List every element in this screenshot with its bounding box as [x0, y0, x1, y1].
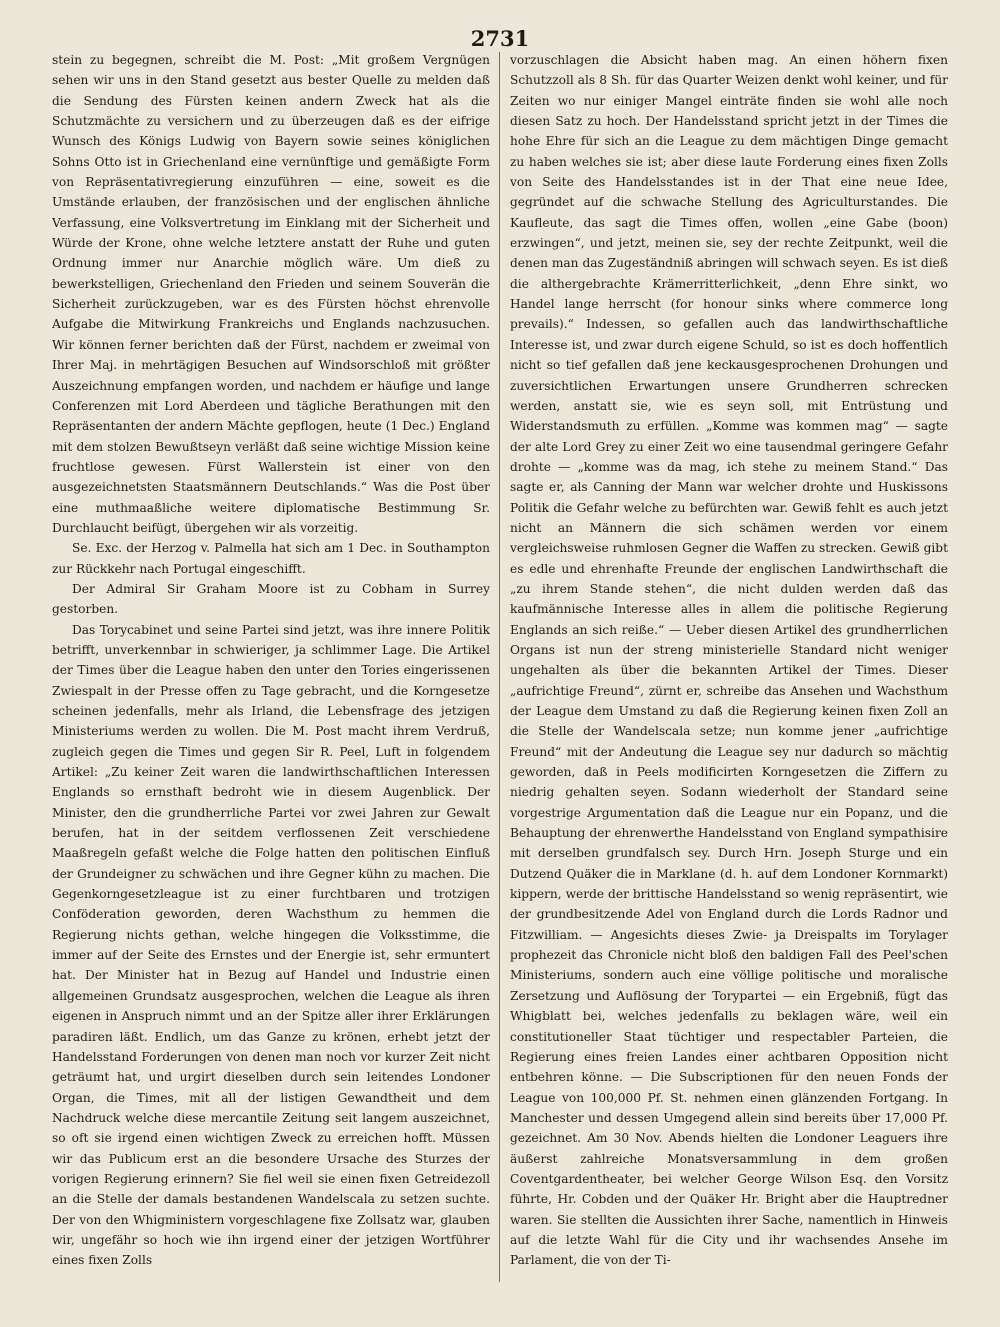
right-paragraph-1: vorzuschlagen die Absicht haben mag. An einen höhern fixen Schutzzoll als 8 Sh. für das Quarter Weizen denkt wohl keiner, und für Zeiten wo nur einiger Mangel einträte finden sie wohl alle noch diesen Satz zu hoch. Der Handelsstand spricht jetzt in der Times die hohe Ehre für sich an die League zu dem mächtigen Dinge gemacht zu haben welches sie ist; aber diese laute Forderung eines fixen Zolls von Seite des Handelsstandes ist in der That eine neue Idee, gegründet auf die schwache Stellung des Agriculturstandes. Die Kaufleute, das sagt die Times offen, wollen „eine Gabe (boon) erzwingen“, und jetzt, meinen sie, sey der rechte Zeitpunkt, weil die denen man das Zugeständniß abringen will schwach seyen. Es ist dieß die althergebrachte Krämerritterlichkeit, „denn Ehre sinkt, wo Handel lange herrscht (for honour sinks where commerce long prevails).“ Indessen, so gefallen auch das landwirthschaftliche Interesse ist, und zwar durch eigene Schuld, so ist es doch hoffentlich nicht so tief gefallen daß jene keckausgesprochenen Drohungen und zuversichtlichen Erwartungen unsere Grundherren schrecken werden, anstatt sie, wie es seyn soll, mit Entrüstung und Widerstandsmuth zu erfüllen. „Komme was kommen mag“ — sagte der alte Lord Grey zu einer Zeit wo eine tausendmal geringere Gefahr drohte — „komme was da mag, ich stehe zu meinem Stand.“ Das sagte er, als Canning der Mann war welcher drohte und Huskissons Politik die Gefahr welche zu befürchten war. Gewiß fehlt es auch jetzt nicht an Männern die sich schämen werden vor einem vergleichsweise ruhmlosen Gegner die Waffen zu strecken. Gewiß gibt es edle und ehrenhafte Freunde der englischen Landwirthschaft die „zu ihrem Stande stehen“, die nicht dulden werden daß das kaufmännische Interesse alles in allem die politische Regierung Englands an sich reiße.“ — Ueber diesen Artikel des grundherrlichen Organs ist nun der streng ministerielle Standard nicht weniger ungehalten als über die bekannten Artikel der Times. Dieser „aufrichtige Freund“, zürnt er, schreibe das Ansehen und Wachsthum der League dem Umstand zu daß die Regierung keinen fixen Zoll an die Stelle der Wandelscala setze; nun komme jener „aufrichtige Freund“ mit der Andeutung die League sey nur dadurch so mächtig geworden, daß in Peels modificirten Korngesetzen die Ziffern zu niedrig gehalten seyen. Sodann wiederholt der Standard seine vorgestrige Argumentation daß die League nur ein Popanz, und die Behauptung der ehrenwerthe Handelsstand von England sympathisire mit derselben grundfalsch sey. Durch Hrn. Joseph Sturge und ein Dutzend Quäker die in Marklane (d. h. auf dem Londoner Kornmarkt) kippern, werde der brittische Handelsstand so wenig repräsentirt, wie der grundbesitzende Adel von England durch die Lords Radnor und Fitzwilliam. — Angesichts dieses Zwie- ja Dreispalts im Torylager prophezeit das Chronicle nicht bloß den baldigen Fall des Peel'schen Ministeriums, sondern auch eine völlige politische und moralische Zersetzung und Auflösung der Torypartei — ein Ergebniß, fügt das Whigblatt bei, welches jedenfalls zu beklagen wäre, weil ein constitutioneller Staat tüchtiger und respectabler Parteien, die Regierung eines freien Landes einer achtbaren Opposition nicht entbehren könne. — Die Subscriptionen für den neuen Fonds der League von 100,000 Pf. St. nehmen einen glänzenden Fortgang. In Manchester und dessen Umgegend allein sind bereits über 17,000 Pf. gezeichnet. Am 30 Nov. Abends hielten die Londoner Leaguers ihre äußerst zahlreiche Monatsversammlung in dem großen Coventgardentheater, bei welcher George Wilson Esq. den Vorsitz führte, Hr. Cobden und der Quäker Hr. Bright aber die Hauptredner waren. Sie stellten die Aussichten ihrer Sache, namentlich in Hinweis auf die letzte Wahl für die City und ihr wachsendes Ansehe im Parlament, die von der Ti- — [510, 53, 948, 1268]
page-number: 2731 — [470, 26, 530, 51]
left-column — [52, 50, 490, 1282]
left-paragraph-2: Se. Exc. der Herzog v. Palmella hat sich am 1 Dec. in Southampton zur Rückkehr nach Portugal eingeschifft. — [52, 541, 490, 576]
column-divider — [499, 52, 500, 1282]
left-paragraph-4: Das Torycabinet und seine Partei sind jetzt, was ihre innere Politik betrifft, unverkennbar in schwieriger, ja schlimmer Lage. Die Artikel der Times über die League haben den unter den Tories eingerissenen Zwiespalt in der Presse offen zu Tage gebracht, und die Korngesetze scheinen jedenfalls, mehr als Irland, die Lebensfrage des jetzigen Ministeriums werden zu wollen. Die M. Post macht ihrem Verdruß, zugleich gegen die Times und gegen Sir R. Peel, Luft in folgendem Artikel: „Zu keiner Zeit waren die landwirthschaftlichen Interessen Englands so ernsthaft bedroht wie in diesem Augenblick. Der Minister, den die grundherrliche Partei vor zwei Jahren zur Gewalt berufen, hat in der seitdem verflossenen Zeit verschiedene Maaßregeln gefaßt welche die Folge hatten den politischen Einfluß der Grundeigner zu schwächen und ihre Gegner kühn zu machen. Die Gegenkorngesetzleague ist zu einer furchtbaren und trotzigen Conföderation geworden, deren Wachsthum zu hemmen die Regierung nichts gethan, welche hingegen die Volksstimme, die immer auf der Seite des Ernstes und der Energie ist, sehr ermuntert hat. Der Minister hat in Bezug auf Handel und Industrie einen allgemeinen Grundsatz ausgesprochen, welchen die League als ihren eigenen in Anspruch nimmt und an der Spitze aller ihrer Erklärungen paradiren läßt. Endlich, um das Ganze zu krönen, erhebt jetzt der Handelsstand Forderungen von denen man noch vor kurzer Zeit nicht geträumt hat, und urgirt dieselben durch sein leitendes Londoner Organ, die Times, mit all der listigen Gewandtheit und dem Nachdruck welche diese mercantile Zeitung seit langem auszeichnet, so oft sie irgend einen wichtigen Zweck zu erreichen hofft. Müssen wir das Publicum erst an die besondere Ursache des Sturzes der vorigen Regierung erinnern? Sie fiel weil sie einen fixen Getreidezoll an die Stelle der damals bestandenen Wandelscala zu setzen suchte. Der von den Whigministern vorgeschlagene fixe Zollsatz war, glauben wir, ungefähr so hoch wie ihn irgend einer der jetzigen Wortführer eines fixen Zolls — [52, 622, 490, 1268]
right-column — [510, 50, 948, 1282]
left-paragraph-1: stein zu begegnen, schreibt die M. Post: „Mit großem Vergnügen sehen wir uns in den Stand gesetzt aus bester Quelle zu melden daß die Sendung des Fürsten keinen andern Zweck hat als die Schutzmächte zu versichern und zu überzeugen daß es der eifrige Wunsch des Königs Ludwig von Bayern sowie seines königlichen Sohns Otto ist in Griechenland eine vernünftige und gemäßigte Form von Repräsentativregierung einzuführen — eine, soweit es die Umstände erlauben, der französischen und der englischen ähnliche Verfassung, eine Volksvertretung im Einklang mit der Sicherheit und Würde der Krone, ohne welche letztere anstatt der Ruhe und guten Ordnung immer nur Anarchie möglich wäre. Um dieß zu bewerkstelligen, Griechenland den Frieden und seinem Souverän die Sicherheit zurückzugeben, war es des Fürsten höchst ehrenvolle Aufgabe die Mitwirkung Frankreichs und Englands nachzusuchen. Wir können ferner berichten daß der Fürst, nachdem er zweimal von Ihrer Maj. in mehrtägigen Besuchen auf Windsorschloß mit größter Auszeichnung empfangen worden, und nachdem er häufige und lange Conferenzen mit Lord Aberdeen und tägliche Berathungen mit den Repräsentanten der andern Mächte gepflogen, heute (1 Dec.) England mit dem stolzen Bewußtseyn verläßt daß seine wichtige Mission keine fruchtlose gewesen. Fürst Wallerstein ist einer von den ausgezeichnetsten Staatsmännern Deutschlands.“ Was die Post über eine muthmaaßliche weitere diplomatische Bestimmung Sr. Durchlaucht beifügt, übergehen wir als vorzeitig. — [52, 53, 490, 535]
left-paragraph-3: Der Admiral Sir Graham Moore ist zu Cobham in Surrey gestorben. — [52, 581, 490, 617]
